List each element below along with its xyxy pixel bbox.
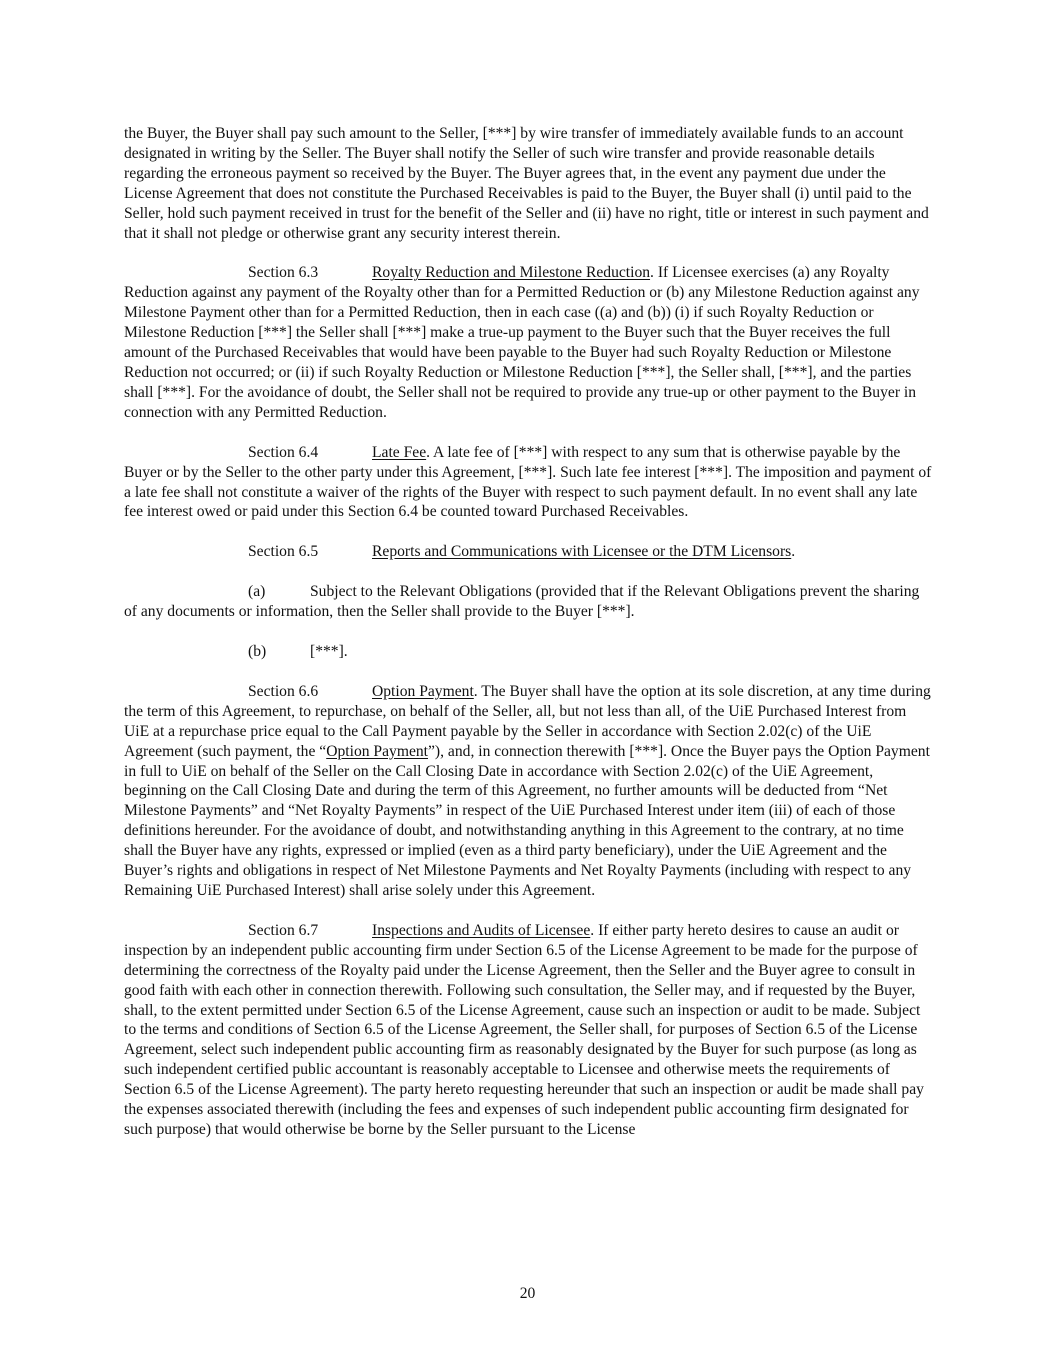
section-6-5-end: . [791, 543, 796, 561]
section-6-5-a-label: (a) [248, 583, 266, 601]
text-column [124, 124, 932, 1160]
section-6-4 [124, 443, 932, 523]
section-6-5-a-text: Subject to the Relevant Obligations (provided that if the Relevant Obligations prevent the sharing of any documents or information, then the Seller shall provide to the Buyer [***]. [124, 583, 920, 621]
section-6-4-body: . A late fee of [***] with respect to any sum that is otherwise payable by the Buyer or by the Seller to the other party under this Agreement, [***]. Such late fee interest [***]. The imposition and payment of a late fee shall not constitute a waiver of the rights of the Buyer with respect to such payment default. In no event shall any late fee interest owed or paid under this Section 6.4 be counted toward Purchased Receivables. [124, 443, 932, 521]
carryover-paragraph: the Buyer, the Buyer shall pay such amount to the Seller, [***] by wire transfer of immediately available funds to an account designated in writing by the Seller. The Buyer shall notify the Seller of such wire transfer and provide reasonable details regarding the erroneous payment so received by the Buyer. The Buyer agrees that, in the event any payment due under the License Agreement that does not constitute the Purchased Receivables is paid to the Buyer, the Buyer shall (i) until paid to the Seller, hold such payment received in trust for the benefit of the Seller and (ii) have no right, title or interest in such payment and that it shall not pledge or otherwise grant any security interest therein. [124, 125, 929, 242]
section-6-4-number: Section 6.4 [248, 443, 319, 461]
section-6-7-body: . If either party hereto desires to cause an audit or inspection by an independent public accounting firm under Section 6.5 of the License Agreement to be made for the purpose of determining the correctness of the Royalty paid under the License Agreement, then the Seller and the Buyer agree to consult in good faith with each other in connection therewith. Following such consultation, the Seller may, and if requested by the Buyer, shall, to the extent permitted under Section 6.5 of the License Agreement, cause such an inspection or audit to be made. Subject to the terms and conditions of Section 6.5 of the License Agreement, the Seller shall, for purposes of Section 6.5 of the License Agreement, select such independent public accounting firm as reasonably designated by the Buyer for such purpose (as long as such independent certified public accountant is reasonably acceptable to Licensee and otherwise meets the requirements of Section 6.5 of the License Agreement). The party hereto requesting hereunder that such an inspection or audit be made shall pay the expenses associated therewith (including the fees and expenses of such independent public accounting firm designated for such purpose) that would otherwise be borne by the Seller pursuant to the License [124, 921, 924, 1138]
section-6-6-body-1: . The Buyer shall have the option at its sole discretion, at any time during the term of this Agreement, to repurchase, on behalf of the Seller, all, but not less than all, of the UiE Purchased Interest from UiE at a repurchase price equal to the Call Payment payable by the Seller in accordance with Section 2.02(c) of the UiE Agreement (such payment, the “ [124, 682, 931, 760]
section-6-5-heading: Reports and Communications with Licensee or the DTM Licensors [372, 543, 792, 561]
section-6-6-heading: Option Payment [372, 682, 474, 700]
section-6-5-number: Section 6.5 [248, 543, 319, 561]
section-6-7 [124, 921, 932, 1140]
section-6-3-heading: Royalty Reduction and Milestone Reduction [372, 264, 651, 282]
page-number: 20 [519, 1285, 536, 1302]
section-6-3 [124, 263, 932, 422]
section-6-6-number: Section 6.6 [248, 682, 319, 700]
option-payment-defined-term: Option Payment [326, 742, 429, 760]
section-6-5-b [124, 642, 932, 662]
section-6-5-a [124, 582, 932, 622]
section-6-5-b-text: [***]. [310, 643, 348, 661]
section-6-6-body-2: ”), and, in connection therewith [***]. Once the Buyer pays the Option Payment in full to UiE on behalf of the Seller on the Call Closing Date in accordance with Section 2.02(c) of the UiE Agreement, beginning on the Call Closing Date and during the term of this Agreement, no further amounts will be deducted from “Net Milestone Payments” and “Net Royalty Payments” in respect of the UiE Purchased Interest under item (iii) of each of those definitions hereunder. For the avoidance of doubt, and notwithstanding anything in this Agreement to the contrary, at no time shall the Buyer have any rights, expressed or implied (even as a third party beneficiary), under the UiE Agreement and the Buyer’s rights and obligations in respect of Net Milestone Payments and Net Royalty Payments (including with respect to any Remaining UiE Purchased Interest) shall arise solely under this Agreement. [124, 742, 930, 899]
section-6-5 [124, 542, 932, 562]
section-6-3-body: . If Licensee exercises (a) any Royalty Reduction against any payment of the Royalty other than for a Permitted Reduction or (b) any Milestone Reduction against any Milestone Payment other than for a Permitted Reduction, then in each case ((a) and (b)) (i) if such Royalty Reduction or Milestone Reduction [***] the Seller shall [***] make a true-up payment to the Buyer such that the Buyer receives the full amount of the Purchased Receivables that would have been payable to the Buyer had such Royalty Reduction or Milestone Reduction not occurred; or (ii) if such Royalty Reduction or Milestone Reduction [***], the Seller shall, [***], and the parties shall [***]. For the avoidance of doubt, the Seller shall not be required to provide any true-up or other payment to the Buyer in connection with any Permitted Reduction. [124, 264, 920, 421]
section-6-5-b-label: (b) [248, 643, 267, 661]
section-6-4-heading: Late Fee [372, 443, 427, 461]
section-6-6 [124, 682, 932, 901]
section-6-3-number: Section 6.3 [248, 264, 319, 282]
section-6-7-number: Section 6.7 [248, 921, 319, 939]
section-6-7-heading: Inspections and Audits of Licensee [372, 921, 591, 939]
